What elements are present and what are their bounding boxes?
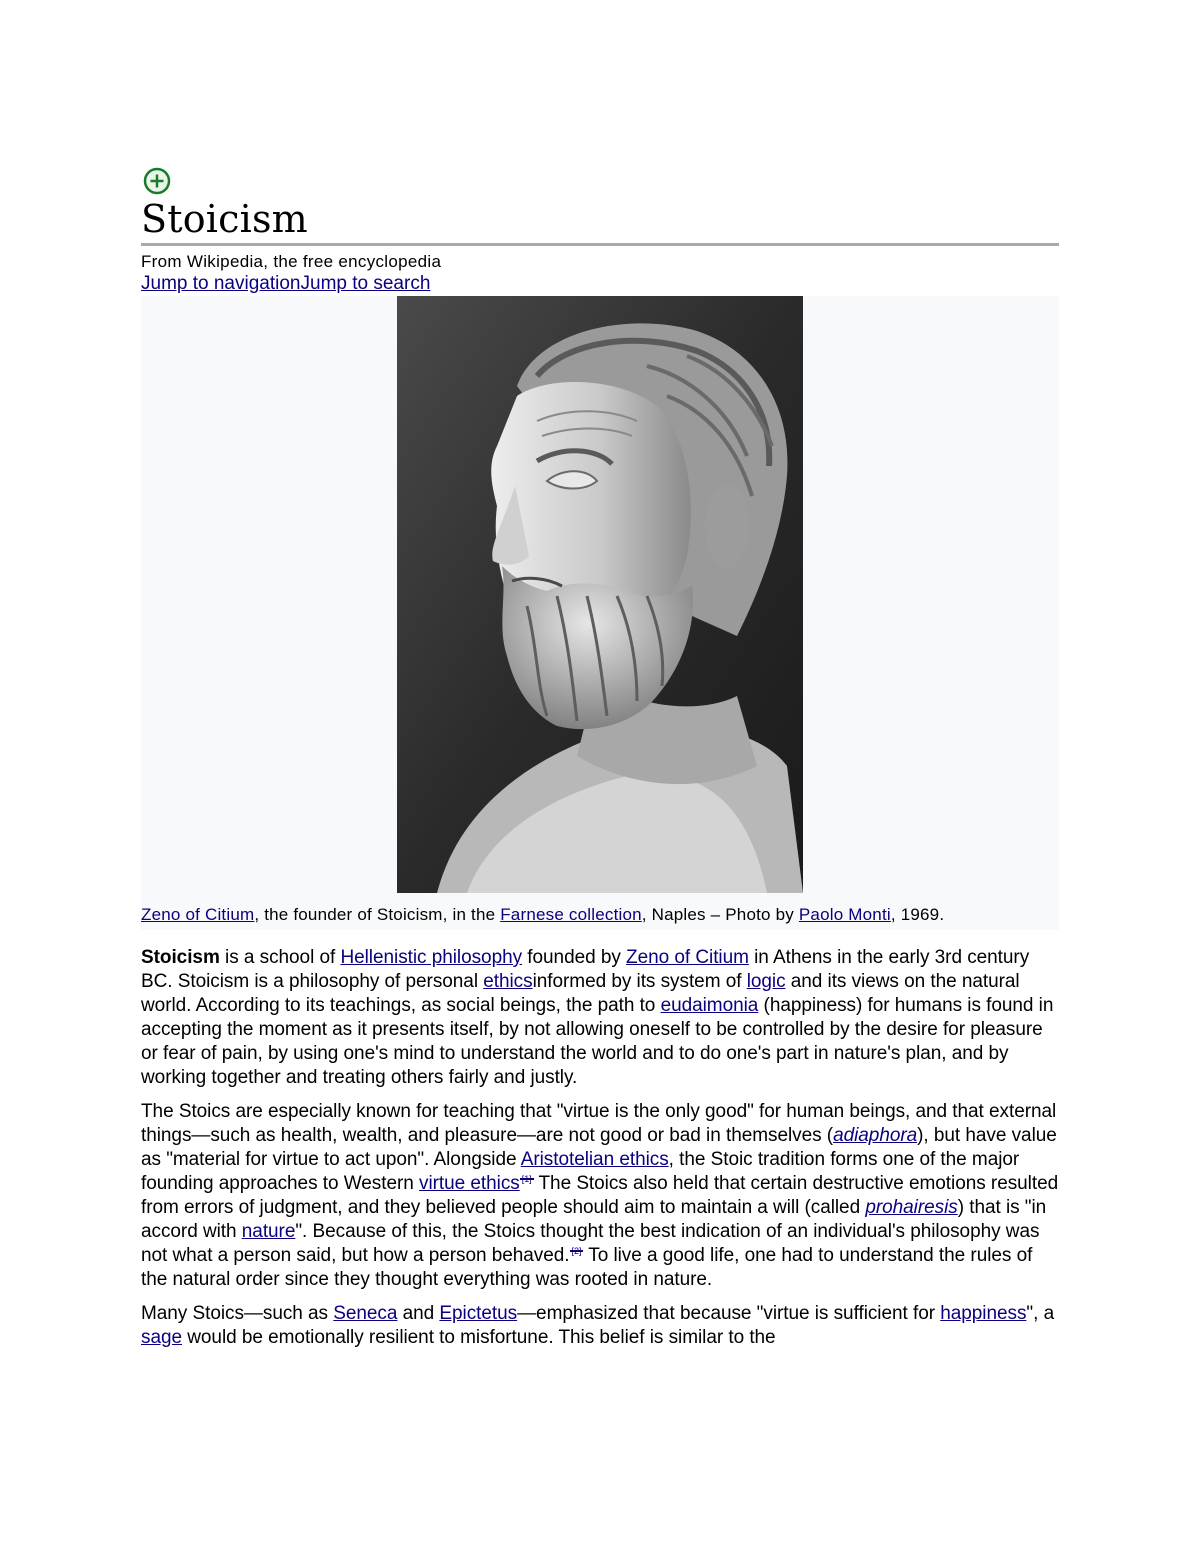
paragraph-stoics: Many Stoics—such as Seneca and Epictetus—emphasized that because "virtue is sufficient for happiness", a sage would be emotionally resilient to misfortune. This belief is similar to the [141,1303,1055,1348]
caption-link-zeno[interactable]: Zeno of Citium [141,905,255,924]
figure-caption: Zeno of Citium, the founder of Stoicism, in the Farnese collection, Naples – Photo by Paolo Monti, 1969. [141,905,945,924]
link-sage[interactable]: sage [141,1327,183,1348]
link-aristotelian-ethics[interactable]: Aristotelian ethics [520,1149,669,1170]
reference-1[interactable]: [1] [521,1173,532,1184]
link-nature[interactable]: nature [241,1221,296,1242]
link-seneca[interactable]: Seneca [333,1303,398,1324]
site-tagline: From Wikipedia, the free encyclopedia [141,252,442,271]
link-ethics[interactable]: ethics [483,971,533,992]
article [141,167,1059,1350]
reference-2[interactable]: [2] [571,1245,582,1256]
paragraph-intro: Stoicism is a school of Hellenistic philosophy founded by Zeno of Citium in Athens in the early 3rd century BC. Stoicism is a philosophy of personal ethicsinformed by its system of logic and its views on the natural world. According to its teachings, as social beings, the path to eudaimonia (happiness) for humans is found in accepting the moment as it presents itself, by not allowing oneself to be controlled by the desire for pleasure or fear of pain, by using one's mind to understand the world and to do one's part in nature's plan, and by working together and treating others fairly and justly. [141,947,1054,1088]
link-hellenistic-philosophy[interactable]: Hellenistic philosophy [340,947,523,968]
link-logic[interactable]: logic [746,971,786,992]
link-happiness[interactable]: happiness [940,1303,1027,1324]
link-adiaphora[interactable]: adiaphora [833,1125,918,1146]
page-title: Stoicism [141,197,1059,246]
link-epictetus[interactable]: Epictetus [439,1303,518,1324]
infobox-figure [141,296,1059,930]
link-zeno-of-citium[interactable]: Zeno of Citium [626,947,749,968]
link-virtue-ethics[interactable]: virtue ethics [419,1173,520,1194]
zeno-bust-photo[interactable] [397,296,803,893]
jump-to-navigation-link[interactable]: Jump to navigation [141,273,301,294]
caption-link-monti[interactable]: Paolo Monti [798,905,891,924]
caption-link-farnese[interactable]: Farnese collection [500,905,642,924]
paragraph-virtue: The Stoics are especially known for teaching that "virtue is the only good" for human beings, and that external things—such as health, wealth, and pleasure—are not good or bad in themselves (adiaphora), but have value as "material for virtue to act upon". Alongside Aristotelian ethics, the Stoic tradition forms one of the major founding approaches to Western virtue ethics [1] The Stoics also held that certain destructive emotions resulted from errors of judgment, and they believed people should aim to maintain a will (called prohairesis) that is "in accord with nature". Because of this, the Stoics thought the best indication of an individual's philosophy was not what a person said, but how a person behaved. [2] To live a good life, one had to understand the rules of the natural order since they thought everything was rooted in nature. [141,1101,1059,1290]
jump-links [141,273,1059,295]
circle-plus-icon[interactable] [143,167,171,195]
link-eudaimonia[interactable]: eudaimonia [660,995,759,1016]
link-prohairesis[interactable]: prohairesis [865,1197,958,1218]
jump-to-search-link[interactable]: Jump to search [300,273,431,294]
